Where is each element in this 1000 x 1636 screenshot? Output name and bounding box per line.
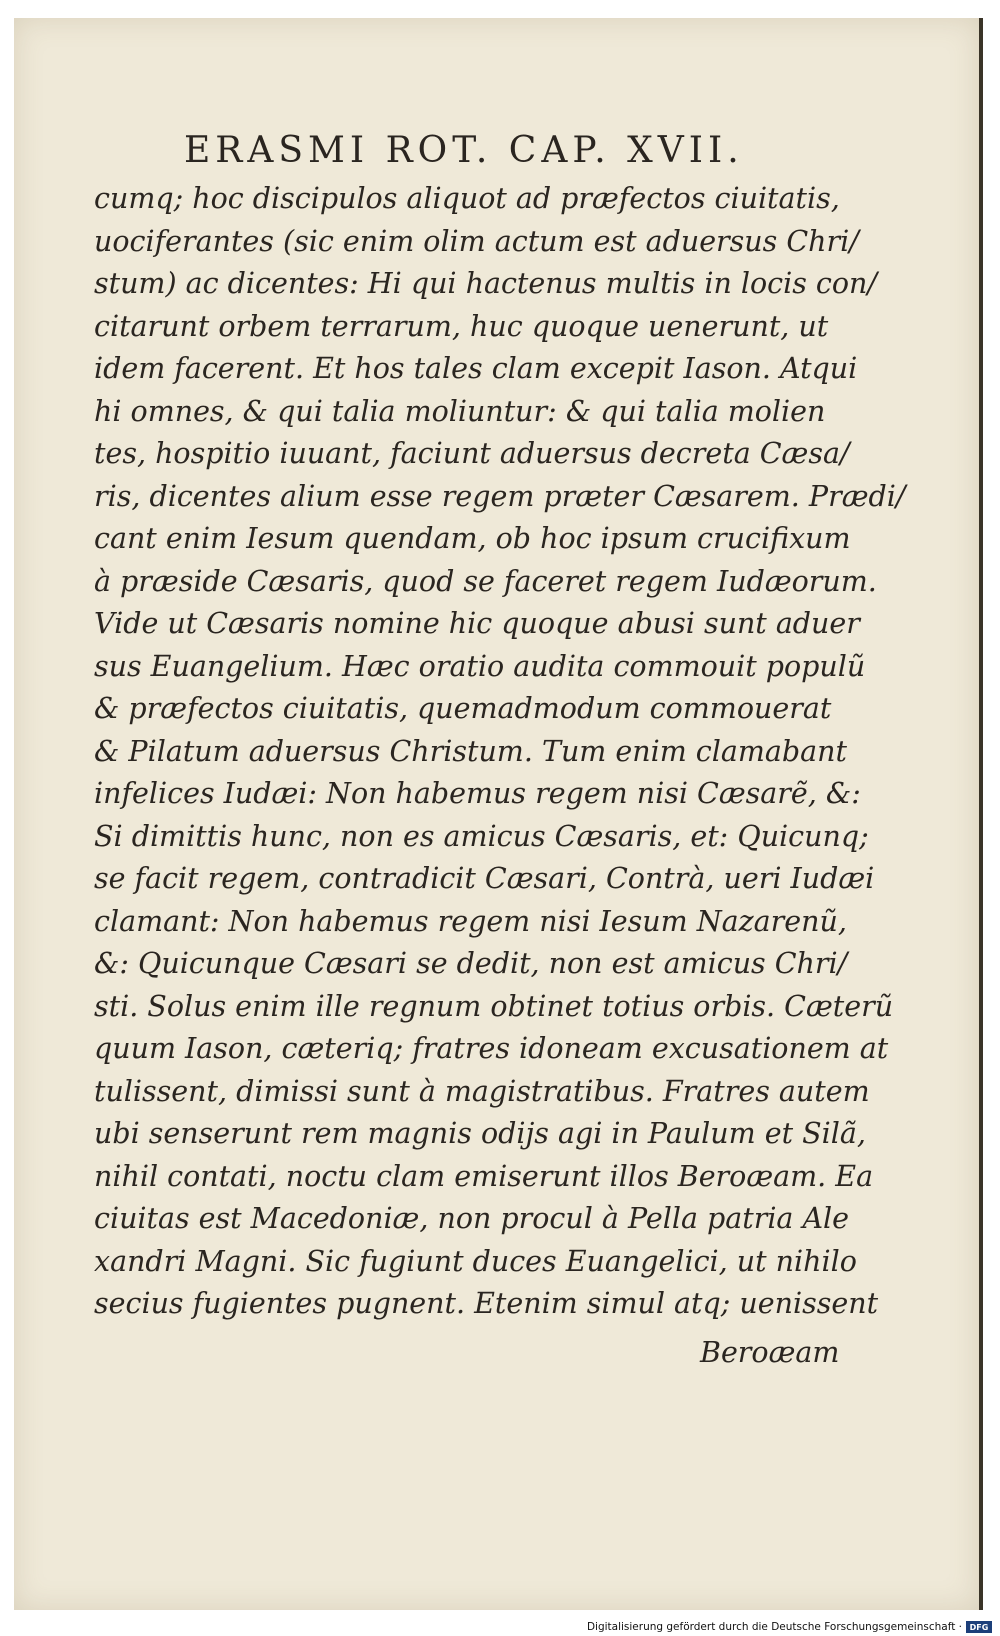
text-line: citarunt orbem terrarum, huc quoque uenerunt, ut xyxy=(94,309,829,343)
text-line: uociferantes (sic enim olim actum est aduersus Chri/ xyxy=(94,224,859,258)
text-line: cumq; hoc discipulos aliquot ad præfectos ciuitatis, xyxy=(94,182,840,215)
dfg-logo-icon: DFG xyxy=(966,1621,992,1633)
running-head: ERASMI ROT. CAP. XVII. xyxy=(184,130,744,171)
text-line: & Pilatum aduersus Christum. Tum enim clamabant xyxy=(94,734,847,768)
text-line: stum) ac dicentes: Hi qui hactenus multis in locis con/ xyxy=(94,267,878,300)
text-line: tulissent, dimissi sunt à magistratibus. Fratres autem xyxy=(94,1074,870,1108)
text-line: se facit regem, contradicit Cæsari, Contrà, ueri Iudæi xyxy=(94,862,875,895)
text-line: quum Iason, cæteriq; fratres idoneam excusationem at xyxy=(94,1032,889,1065)
text-line: ubi senserunt rem magnis odijs agi in Paulum et Silã, xyxy=(94,1117,866,1150)
text-line: sti. Solus enim ille regnum obtinet totius orbis. Cæterũ xyxy=(94,989,894,1023)
text-line: &: Quicunque Cæsari se dedit, non est amicus Chri/ xyxy=(94,947,848,980)
text-line: tes, hospitio iuuant, faciunt aduersus decreta Cæsa/ xyxy=(94,437,850,470)
book-page xyxy=(14,18,983,1610)
text-line: clamant: Non habemus regem nisi Iesum Nazarenũ, xyxy=(94,904,847,938)
body-text xyxy=(94,178,906,1326)
text-line: hi omnes, & qui talia moliuntur: & qui talia molien xyxy=(94,394,826,428)
text-line: & præfectos ciuitatis, quemadmodum commouerat xyxy=(94,692,832,725)
text-line: ciuitas est Macedoniæ, non procul à Pella patria Ale xyxy=(94,1202,850,1235)
text-line: sus Euangelium. Hæc oratio audita commouit populũ xyxy=(94,649,866,683)
credit-text: Digitalisierung gefördert durch die Deutsche Forschungsgemeinschaft · xyxy=(586,1621,962,1633)
catchword: Beroæam xyxy=(700,1336,840,1369)
text-line: ris, dicentes alium esse regem præter Cæsarem. Prædi/ xyxy=(94,479,906,513)
text-line: à præside Cæsaris, quod se faceret regem Iudæorum. xyxy=(94,564,877,598)
text-line: idem facerent. Et hos tales clam excepit Iason. Atqui xyxy=(94,352,858,385)
text-line: Si dimittis hunc, non es amicus Cæsaris, et: Quicunq; xyxy=(94,819,869,853)
text-line: infelices Iudæi: Non habemus regem nisi Cæsarẽ, &: xyxy=(94,777,861,810)
text-line: Vide ut Cæsaris nomine hic quoque abusi sunt aduer xyxy=(94,607,860,640)
text-line: nihil contati, noctu clam emiserunt illos Beroæam. Ea xyxy=(94,1159,874,1193)
text-line: secius fugientes pugnent. Etenim simul atq; uenissent xyxy=(94,1287,879,1320)
text-line: cant enim Iesum quendam, ob hoc ipsum crucifixum xyxy=(94,522,851,555)
digitization-credit xyxy=(587,1621,992,1633)
text-line: xandri Magni. Sic fugiunt duces Euangelici, ut nihilo xyxy=(94,1244,857,1278)
